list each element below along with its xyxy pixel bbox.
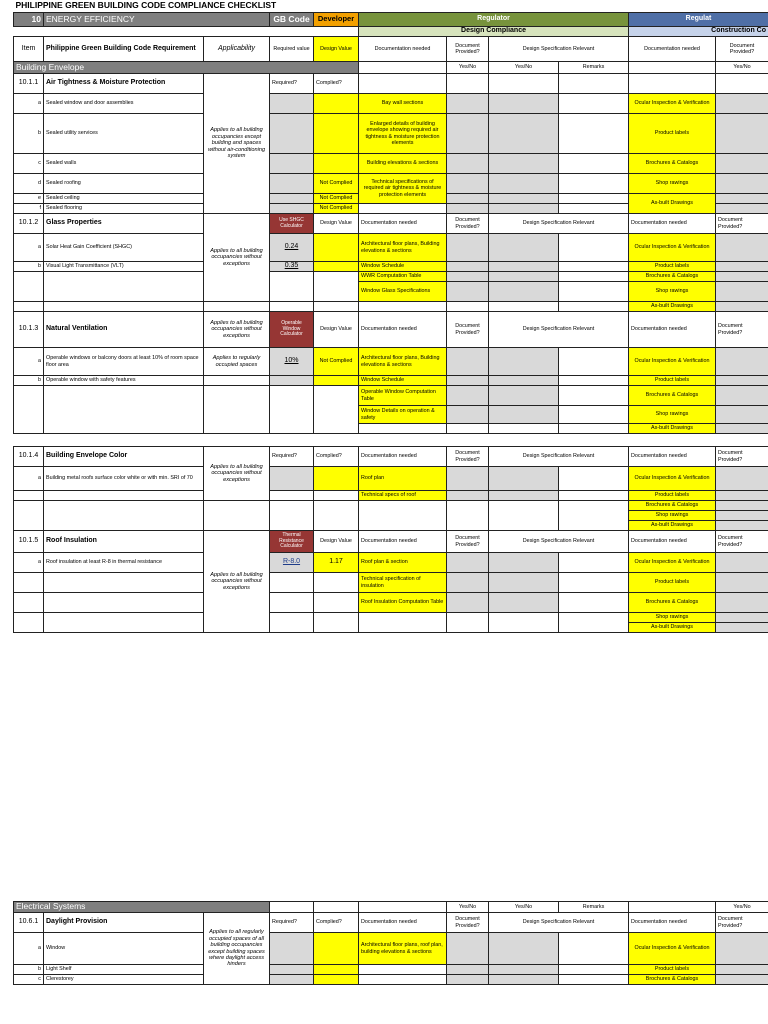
sub-item-text: Sealed roofing xyxy=(44,174,204,194)
construction-doc-cell: Ocular Inspection & Verification xyxy=(629,234,716,262)
construction-provided-cell[interactable] xyxy=(716,623,768,633)
design-value-label: Design Value xyxy=(314,531,359,553)
requirement-col-header: Philippine Green Building Code Requirement xyxy=(44,37,204,62)
construction-provided-cell[interactable] xyxy=(716,174,768,194)
applicability-col-header: Applicability xyxy=(204,37,270,62)
construction-doc-cell: As-built Drawings xyxy=(629,424,716,434)
yesno-cell[interactable] xyxy=(489,204,559,214)
gb-code-header: GB Code xyxy=(270,13,314,27)
thermal-resistance-calculator-button[interactable]: Thermal Resistance Calculator xyxy=(270,531,314,553)
doc-provided-cell[interactable] xyxy=(447,467,489,491)
construction-provided-cell[interactable] xyxy=(716,348,768,376)
construction-doc-cell: Ocular Inspection & Verification xyxy=(629,348,716,376)
item-number: 10.1.1 xyxy=(14,74,44,94)
item-title: Daylight Provision xyxy=(44,913,204,933)
doc-provided-cell[interactable] xyxy=(447,282,489,302)
applicability-text: Applies to all building occupancies without exceptions xyxy=(204,214,270,302)
applicability-text: Applies to all building occupancies without exceptions xyxy=(204,531,270,633)
yesno-label-2: Yes/No xyxy=(489,902,559,913)
construction-provided-cell[interactable] xyxy=(716,234,768,262)
construction-doc-cell: As-built Drawings xyxy=(629,623,716,633)
item-number: 10.1.3 xyxy=(14,312,44,348)
construction-doc-cell: Product labels xyxy=(629,573,716,593)
required-value-cell: 0.24 xyxy=(270,234,314,262)
sub-item-text: Light Shelf xyxy=(44,965,204,975)
yesno-cell[interactable] xyxy=(489,348,559,376)
design-value-label: Design Value xyxy=(314,312,359,348)
construction-provided-cell[interactable] xyxy=(716,272,768,282)
doc-needed-label: Documentation needed xyxy=(359,913,447,933)
design-value-cell[interactable] xyxy=(314,376,359,386)
construction-provided-cell[interactable] xyxy=(716,521,768,531)
required-cell[interactable] xyxy=(270,194,314,204)
item-title: Roof Insulation xyxy=(44,531,204,553)
complied-label: Complied? xyxy=(314,74,359,94)
required-cell[interactable] xyxy=(270,174,314,194)
doc-provided-cell[interactable] xyxy=(447,975,489,985)
section-number: 10 xyxy=(14,13,44,27)
construction-provided-cell[interactable] xyxy=(716,553,768,573)
doc-needed-label-2: Documentation needed xyxy=(629,447,716,467)
sub-item-letter: a xyxy=(14,94,44,114)
doc-needed-label-2: Documentation needed xyxy=(629,531,716,553)
doc-provided-cell[interactable] xyxy=(447,491,489,501)
construction-doc-cell: As-built Drawings xyxy=(629,521,716,531)
required-label: Required? xyxy=(270,74,314,94)
sub-item-text: Clerestorey xyxy=(44,975,204,985)
required-cell[interactable] xyxy=(270,965,314,975)
item-number: 10.1.5 xyxy=(14,531,44,553)
developer-header: Developer xyxy=(314,13,359,27)
item-number: 10.6.1 xyxy=(14,913,44,933)
doc-provided-cell[interactable] xyxy=(447,573,489,593)
doc-needed-cell: Technical specs of roof xyxy=(359,491,447,501)
design-compliance-header: Design Compliance xyxy=(359,27,629,37)
doc-provided-cell[interactable] xyxy=(447,154,489,174)
doc-needed-cell: Architectural floor plans, roof plan, building elevations & sections xyxy=(359,933,447,965)
required-cell[interactable] xyxy=(270,154,314,174)
doc-needed-col-header-2: Documentation needed xyxy=(629,37,716,62)
sub-item-text: Sealed ceiling xyxy=(44,194,204,204)
sub-item-letter: c xyxy=(14,975,44,985)
required-cell[interactable] xyxy=(270,204,314,214)
required-value-cell: 0.35 xyxy=(270,262,314,272)
doc-needed-cell: Window Schedule xyxy=(359,376,447,386)
sub-item-letter: b xyxy=(14,376,44,386)
construction-provided-cell[interactable] xyxy=(716,262,768,272)
required-label: Required? xyxy=(270,447,314,467)
yesno-cell[interactable] xyxy=(489,593,559,613)
complied-label: Complied? xyxy=(314,447,359,467)
construction-doc-cell: Shop rawings xyxy=(629,174,716,194)
doc-needed-label-2: Documentation needed xyxy=(629,913,716,933)
spec-relevant-label: Design Specification Relevant xyxy=(489,214,629,234)
construction-provided-cell[interactable] xyxy=(716,386,768,406)
spec-relevant-label: Design Specification Relevant xyxy=(489,312,629,348)
construction-provided-cell[interactable] xyxy=(716,406,768,424)
sub-item-letter: d xyxy=(14,174,44,194)
doc-needed-label: Documentation needed xyxy=(359,214,447,234)
sub-item-letter: b xyxy=(14,262,44,272)
sub-item-letter: a xyxy=(14,467,44,491)
construction-doc-cell: As-built Drawings xyxy=(629,194,716,214)
design-value-cell[interactable] xyxy=(314,933,359,965)
remarks-label: Remarks xyxy=(559,62,629,74)
construction-doc-cell: Product labels xyxy=(629,491,716,501)
doc-provided-cell[interactable] xyxy=(447,593,489,613)
doc-needed-cell: Window Schedule xyxy=(359,262,447,272)
required-value-cell: 10% xyxy=(270,348,314,376)
yesno-cell[interactable] xyxy=(489,194,559,204)
yesno-cell[interactable] xyxy=(489,94,559,114)
doc-provided-cell[interactable] xyxy=(447,386,489,406)
design-value-cell[interactable]: Not Complied xyxy=(314,204,359,214)
doc-needed-cell: Window Glass Specifications xyxy=(359,282,447,302)
doc-provided-cell[interactable] xyxy=(447,174,489,194)
yesno-cell[interactable] xyxy=(489,114,559,154)
yesno-cell[interactable] xyxy=(489,174,559,194)
construction-doc-cell: Product labels xyxy=(629,376,716,386)
doc-provided-cell[interactable] xyxy=(447,272,489,282)
sub-item-letter: b xyxy=(14,114,44,154)
doc-provided-label: Document Provided? xyxy=(447,312,489,348)
design-value-col-header: Design Value xyxy=(314,37,359,62)
sub-item-text: Visual Light Transmittance (VLT) xyxy=(44,262,204,272)
required-label: Required? xyxy=(270,913,314,933)
yesno-label-2: Yes/No xyxy=(489,62,559,74)
construction-doc-cell: Shop rawings xyxy=(629,613,716,623)
design-value-cell[interactable] xyxy=(314,94,359,114)
construction-doc-cell: Shop rawings xyxy=(629,511,716,521)
sub-item-letter: c xyxy=(14,154,44,174)
doc-provided-cell[interactable] xyxy=(447,114,489,154)
sub-item-text: Solar Heat Gain Coefficient (SHGC) xyxy=(44,234,204,262)
doc-provided-cell[interactable] xyxy=(447,406,489,424)
doc-needed-cell: Roof plan xyxy=(359,467,447,491)
doc-needed-cell: Technical specification of insulation xyxy=(359,573,447,593)
doc-provided-label-2: Document Provided? xyxy=(716,312,768,348)
doc-needed-cell: Roof plan & section xyxy=(359,553,447,573)
doc-needed-cell: WWR Computation Table xyxy=(359,272,447,282)
yesno-cell[interactable] xyxy=(489,272,559,282)
construction-doc-cell: Shop rawings xyxy=(629,406,716,424)
construction-provided-cell[interactable] xyxy=(716,154,768,174)
doc-provided-cell[interactable] xyxy=(447,204,489,214)
doc-provided-label: Document Provided? xyxy=(447,531,489,553)
group-electrical-systems: Electrical Systems xyxy=(14,902,270,913)
doc-provided-label-2: Document Provided? xyxy=(716,214,768,234)
doc-needed-cell: Building elevations & sections xyxy=(359,154,447,174)
sub-item-text: Window xyxy=(44,933,204,965)
sub-item-letter: f xyxy=(14,204,44,214)
doc-needed-label: Documentation needed xyxy=(359,447,447,467)
doc-provided-label-2: Document Provided? xyxy=(716,531,768,553)
design-value-cell[interactable] xyxy=(314,975,359,985)
sub-item-text: Operable windows or balcony doors at least 10% of room space floor area xyxy=(44,348,204,376)
doc-provided-cell[interactable] xyxy=(447,376,489,386)
construction-doc-cell: Brochures & Catalogs xyxy=(629,593,716,613)
applicability-text: Applies to all building occupancies without exceptions xyxy=(204,447,270,501)
sub-item-text: Sealed walls xyxy=(44,154,204,174)
construction-provided-cell[interactable] xyxy=(716,975,768,985)
item-title: Natural Ventilation xyxy=(44,312,204,348)
construction-provided-cell[interactable] xyxy=(716,491,768,501)
design-value-cell[interactable] xyxy=(314,154,359,174)
yesno-label: Yes/No xyxy=(447,62,489,74)
design-value-cell[interactable] xyxy=(314,234,359,262)
shgc-calculator-button[interactable]: Use SHGC Calculator xyxy=(270,214,314,234)
construction-provided-cell[interactable] xyxy=(716,424,768,434)
construction-doc-cell: Shop rawings xyxy=(629,282,716,302)
doc-needed-label: Documentation needed xyxy=(359,312,447,348)
construction-doc-cell: Product labels xyxy=(629,114,716,154)
yesno-cell[interactable] xyxy=(489,933,559,965)
applicability-text: Applies to all building occupancies except building and spaces without air-conditioning system xyxy=(204,74,270,214)
checklist-sheet xyxy=(13,0,768,985)
regulator-header-2: Regulat xyxy=(629,13,768,27)
group-building-envelope: Building Envelope xyxy=(14,62,359,74)
yesno-cell[interactable] xyxy=(489,975,559,985)
applicability-text: Applies to regularly occupied spaces xyxy=(204,348,270,376)
checklist-table xyxy=(13,0,768,985)
doc-needed-label-2: Documentation needed xyxy=(629,312,716,348)
spec-relevant-label: Design Specification Relevant xyxy=(489,447,629,467)
construction-provided-cell[interactable] xyxy=(716,573,768,593)
doc-provided-label: Document Provided? xyxy=(447,214,489,234)
doc-provided-cell[interactable] xyxy=(447,965,489,975)
yesno-cell[interactable] xyxy=(489,154,559,174)
construction-provided-cell[interactable] xyxy=(716,114,768,154)
construction-provided-cell[interactable] xyxy=(716,933,768,965)
doc-needed-cell: Window Details on operation & safety xyxy=(359,406,447,424)
construction-provided-cell[interactable] xyxy=(716,593,768,613)
sheet-title: PHILIPPINE GREEN BUILDING CODE COMPLIANCE CHECKLIST xyxy=(15,0,277,11)
yesno-cell[interactable] xyxy=(489,282,559,302)
doc-needed-cell: Roof Insulation Computation Table xyxy=(359,593,447,613)
construction-header: Construction Co xyxy=(629,27,768,37)
yesno-cell[interactable] xyxy=(489,467,559,491)
item-number: 10.1.4 xyxy=(14,447,44,467)
design-value-cell[interactable]: Not Complied xyxy=(314,174,359,194)
sub-item-letter: a xyxy=(14,234,44,262)
doc-provided-label: Document Provided? xyxy=(447,447,489,467)
doc-provided-label: Document Provided? xyxy=(447,913,489,933)
doc-needed-cell: Architectural floor plans, Building elevations & sections xyxy=(359,234,447,262)
doc-provided-cell[interactable] xyxy=(447,262,489,272)
design-value-cell[interactable]: Not Complied xyxy=(314,194,359,204)
construction-doc-cell: As-built Drawings xyxy=(629,302,716,312)
doc-provided-col-header: Document Provided? xyxy=(447,37,489,62)
yesno-cell[interactable] xyxy=(489,406,559,424)
doc-provided-cell[interactable] xyxy=(447,933,489,965)
sub-item-letter: a xyxy=(14,348,44,376)
required-cell[interactable] xyxy=(270,975,314,985)
doc-needed-cell: Architectural floor plans, Building elevations & sections xyxy=(359,348,447,376)
yesno-cell[interactable] xyxy=(489,553,559,573)
item-title: Glass Properties xyxy=(44,214,204,234)
construction-doc-cell: Ocular Inspection & Verification xyxy=(629,467,716,491)
regulator-header: Regulator xyxy=(359,13,629,27)
construction-doc-cell: Product labels xyxy=(629,262,716,272)
construction-provided-cell[interactable] xyxy=(716,613,768,623)
yesno-label-3: Yes/No xyxy=(716,902,768,913)
item-title: Air Tightness & Moisture Protection xyxy=(44,74,204,94)
spec-relevant-label: Design Specification Relevant xyxy=(489,913,629,933)
construction-doc-cell: Ocular Inspection & Verification xyxy=(629,94,716,114)
required-cell[interactable] xyxy=(270,114,314,154)
sub-item-text: Sealed window and door assemblies xyxy=(44,94,204,114)
doc-provided-cell[interactable] xyxy=(447,348,489,376)
yesno-cell[interactable] xyxy=(489,376,559,386)
doc-provided-cell[interactable] xyxy=(447,553,489,573)
design-value-cell[interactable] xyxy=(314,467,359,491)
applicability-text: Applies to all building occupancies without exceptions xyxy=(204,312,270,348)
construction-provided-cell[interactable] xyxy=(716,376,768,386)
required-cell[interactable] xyxy=(270,933,314,965)
yesno-cell[interactable] xyxy=(489,234,559,262)
doc-provided-cell[interactable] xyxy=(447,194,489,204)
construction-provided-cell[interactable] xyxy=(716,501,768,511)
design-value-label: Design Value xyxy=(314,214,359,234)
yesno-cell[interactable] xyxy=(489,573,559,593)
remarks-label: Remarks xyxy=(559,902,629,913)
item-col-header: Item xyxy=(14,37,44,62)
sub-item-text: Building metal roofs surface color white or with min. SRI of 70 xyxy=(44,467,204,491)
construction-doc-cell: Brochures & Catalogs xyxy=(629,386,716,406)
yesno-label: Yes/No xyxy=(447,902,489,913)
design-value-cell[interactable] xyxy=(314,965,359,975)
design-value-cell[interactable]: Not Complied xyxy=(314,348,359,376)
construction-doc-cell: Brochures & Catalogs xyxy=(629,975,716,985)
applicability-text: Applies to all regularly occupied spaces of all building occupancies except building spaces where daylight access hinders xyxy=(204,913,270,985)
construction-provided-cell[interactable] xyxy=(716,467,768,491)
sub-item-letter: e xyxy=(14,194,44,204)
construction-doc-cell: Ocular Inspection & Verification xyxy=(629,553,716,573)
required-cell[interactable] xyxy=(270,94,314,114)
construction-doc-cell: Brochures & Catalogs xyxy=(629,272,716,282)
design-value-cell[interactable] xyxy=(314,114,359,154)
construction-doc-cell: Product labels xyxy=(629,965,716,975)
doc-needed-cell: Bay wall sections xyxy=(359,94,447,114)
doc-provided-cell[interactable] xyxy=(447,234,489,262)
sub-item-text: Sealed flooring xyxy=(44,204,204,214)
sub-item-text: Roof insulation at least R-8 in thermal resistance xyxy=(44,553,204,573)
required-value-col-header: Required value xyxy=(270,37,314,62)
section-name: ENERGY EFFICIENCY xyxy=(44,13,270,27)
required-cell[interactable] xyxy=(270,376,314,386)
doc-needed-cell: Enlarged details of building envelope showing required air tightness & moisture protection elements xyxy=(359,114,447,154)
design-value-cell[interactable] xyxy=(314,262,359,272)
sub-item-text: Operable window with safety features xyxy=(44,376,204,386)
construction-provided-cell[interactable] xyxy=(716,302,768,312)
doc-provided-col-header-2: Document Provided? xyxy=(716,37,768,62)
sub-item-letter: a xyxy=(14,933,44,965)
item-number: 10.1.2 xyxy=(14,214,44,234)
operable-window-calculator-button[interactable]: Operable Window Calculator xyxy=(270,312,314,348)
design-value-cell[interactable]: 1.17 xyxy=(314,553,359,573)
yesno-cell[interactable] xyxy=(489,386,559,406)
doc-needed-cell: Operable Window Computation Table xyxy=(359,386,447,406)
doc-needed-label-2: Documentation needed xyxy=(629,214,716,234)
construction-provided-cell[interactable] xyxy=(716,204,768,214)
doc-provided-label-2: Document Provided? xyxy=(716,447,768,467)
yesno-cell[interactable] xyxy=(489,965,559,975)
doc-provided-cell[interactable] xyxy=(447,94,489,114)
construction-provided-cell[interactable] xyxy=(716,194,768,204)
doc-needed-col-header: Documentation needed xyxy=(359,37,447,62)
construction-provided-cell[interactable] xyxy=(716,282,768,302)
sub-item-letter: b xyxy=(14,965,44,975)
sub-item-letter: a xyxy=(14,553,44,573)
spec-relevant-col-header: Design Specification Relevant xyxy=(489,37,629,62)
yesno-label-3: Yes/No xyxy=(716,62,768,74)
spec-relevant-label: Design Specification Relevant xyxy=(489,531,629,553)
construction-provided-cell[interactable] xyxy=(716,511,768,521)
required-value-cell: R-8.0 xyxy=(270,553,314,573)
construction-provided-cell[interactable] xyxy=(716,94,768,114)
construction-doc-cell: Brochures & Catalogs xyxy=(629,154,716,174)
yesno-cell[interactable] xyxy=(489,262,559,272)
construction-doc-cell: Ocular Inspection & Verification xyxy=(629,933,716,965)
complied-label: Complied? xyxy=(314,913,359,933)
construction-provided-cell[interactable] xyxy=(716,965,768,975)
required-cell[interactable] xyxy=(270,467,314,491)
doc-needed-label: Documentation needed xyxy=(359,531,447,553)
item-title: Building Envelope Color xyxy=(44,447,204,467)
sub-item-text: Sealed utility services xyxy=(44,114,204,154)
construction-doc-cell: Brochures & Catalogs xyxy=(629,501,716,511)
yesno-cell[interactable] xyxy=(489,491,559,501)
doc-provided-label-2: Document Provided? xyxy=(716,913,768,933)
doc-needed-cell: Technical specifications of required air tightness & moisture protection elements xyxy=(359,174,447,204)
